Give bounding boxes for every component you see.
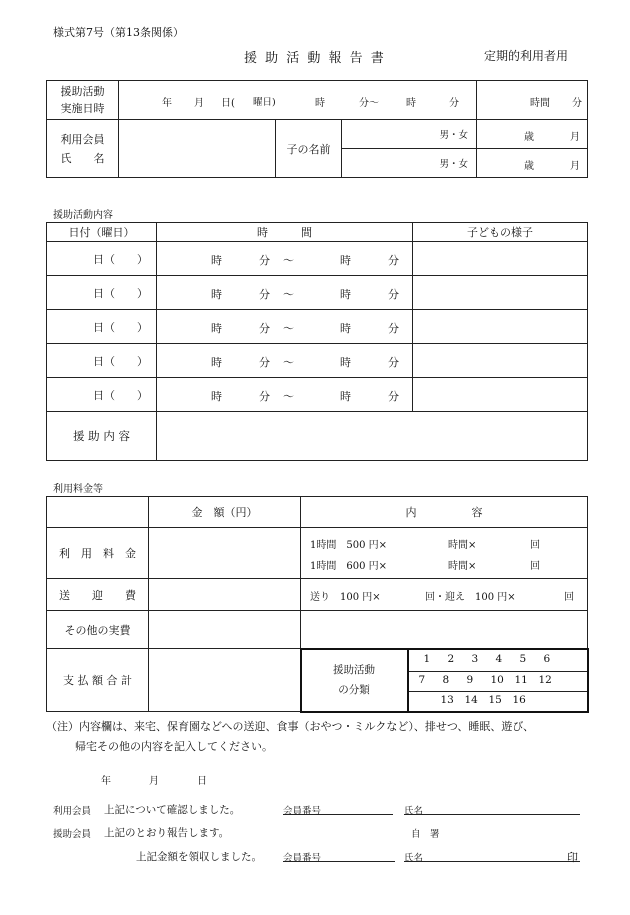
activity-section-title: 援助活動内容: [53, 210, 113, 221]
col-content-header: 内 容: [301, 497, 588, 528]
fee-amount-field[interactable]: [149, 528, 301, 579]
col-time-header: 時 間: [157, 223, 413, 242]
top-info-table: [46, 80, 588, 178]
child-age-field-2[interactable]: 歳 月: [477, 149, 588, 178]
other-label: その他の実費: [47, 611, 149, 649]
row-child[interactable]: [413, 276, 588, 310]
name-line-2[interactable]: [404, 861, 580, 862]
row-child[interactable]: [413, 344, 588, 378]
content-field[interactable]: [157, 412, 588, 461]
received-text: 上記金額を領収しました。: [136, 851, 262, 863]
category-number[interactable]: 7: [418, 674, 426, 686]
category-number[interactable]: 4: [495, 653, 503, 665]
activity-row: [47, 310, 588, 344]
row-child[interactable]: [413, 378, 588, 412]
activity-row: [47, 242, 588, 276]
row-child[interactable]: [413, 310, 588, 344]
other-content-field[interactable]: [301, 611, 588, 649]
category-number[interactable]: 5: [519, 653, 527, 665]
category-number[interactable]: 3: [471, 653, 479, 665]
row-date[interactable]: 日（ ）: [47, 276, 157, 310]
datetime-field[interactable]: 年 月 日( 曜日) 時 分〜 時 分: [119, 81, 477, 120]
category-number[interactable]: 13: [440, 694, 454, 706]
child-sex-field-2[interactable]: 男・女: [342, 149, 477, 178]
row-time[interactable]: 時 分 〜 時 分: [157, 276, 413, 310]
category-numbers: [408, 649, 588, 712]
member-number-line[interactable]: [283, 814, 393, 815]
category-number[interactable]: 11: [514, 674, 528, 686]
note-line-2: 帰宅その他の内容を記入してください。: [75, 740, 273, 753]
category-number[interactable]: 1: [423, 653, 431, 665]
category-number[interactable]: 8: [442, 674, 450, 686]
child-age-field-1[interactable]: 歳 月: [477, 120, 588, 149]
category-number[interactable]: 9: [466, 674, 474, 686]
member-number-label: 会員番号: [283, 806, 322, 817]
page-subtitle: 定期的利用者用: [484, 49, 569, 63]
row-child[interactable]: [413, 242, 588, 276]
category-number[interactable]: 12: [538, 674, 552, 686]
name-line[interactable]: [404, 814, 580, 815]
child-sex-field-1[interactable]: 男・女: [342, 120, 477, 149]
col-child-header: 子どもの様子: [413, 223, 588, 242]
category-number[interactable]: 15: [488, 694, 502, 706]
category-number[interactable]: 16: [512, 694, 526, 706]
name-label-2: 氏名: [404, 853, 424, 864]
category-divider: [409, 691, 587, 692]
footer-day[interactable]: 日: [197, 776, 207, 787]
activity-row: [47, 344, 588, 378]
total-amount-field[interactable]: [149, 649, 301, 712]
duration-field[interactable]: 時間 分: [477, 81, 588, 120]
col-date-header: 日付（曜日）: [47, 223, 157, 242]
fee-label: 利 用 料 金: [47, 528, 149, 579]
row-time[interactable]: 時 分 〜 時 分: [157, 242, 413, 276]
helper-report-text: 上記のとおり報告します。: [104, 827, 230, 839]
note-line-1: （注）内容欄は、来宅、保育園などへの送迎、食事（おやつ・ミルクなど）、排せつ、睡眠、遊び、: [46, 720, 534, 733]
category-number[interactable]: 2: [447, 653, 455, 665]
activity-row: [47, 378, 588, 412]
row-date[interactable]: 日（ ）: [47, 378, 157, 412]
activity-row: [47, 276, 588, 310]
child-name-label: 子の名前: [276, 120, 342, 178]
total-label: 支 払 額 合 計: [47, 649, 149, 712]
category-number[interactable]: 14: [464, 694, 478, 706]
user-member-label: 利用会員: [53, 806, 92, 817]
category-number[interactable]: 6: [543, 653, 551, 665]
activity-table: [46, 222, 588, 461]
fees-header-blank: [47, 497, 149, 528]
category-divider: [409, 671, 587, 672]
transport-content[interactable]: 送り 100 円× 回・迎え 100 円× 回: [301, 579, 588, 611]
page-title: 援 助 活 動 報 告 書: [244, 51, 386, 66]
category-label: 援助活動 の分類: [301, 649, 408, 712]
fees-section-title: 利用料金等: [53, 484, 103, 495]
content-label: 援 助 内 容: [47, 412, 157, 461]
row-date[interactable]: 日（ ）: [47, 242, 157, 276]
fee-content[interactable]: 1時間 500 円× 時間× 回 1時間 600 円× 時間× 回: [301, 528, 588, 579]
helper-member-label: 援助会員: [53, 829, 92, 840]
member-name-label: 利用会員 氏 名: [47, 120, 119, 178]
transport-label: 送 迎 費: [47, 579, 149, 611]
other-amount-field[interactable]: [149, 611, 301, 649]
form-number: 様式第7号（第13条関係）: [53, 26, 184, 39]
row-time[interactable]: 時 分 〜 時 分: [157, 344, 413, 378]
user-confirm-text: 上記について確認しました。: [104, 804, 241, 816]
fees-table: [46, 496, 589, 713]
col-amount-header: 金 額（円）: [149, 497, 301, 528]
member-name-field[interactable]: [119, 120, 276, 178]
member-number-line-2[interactable]: [283, 861, 395, 862]
category-number[interactable]: 10: [490, 674, 504, 686]
transport-amount-field[interactable]: [149, 579, 301, 611]
signature-label: 自 署: [411, 829, 440, 840]
member-number-label-2: 会員番号: [283, 853, 322, 864]
date-label: 援助活動 実施日時: [47, 81, 119, 120]
footer-month[interactable]: 月: [149, 776, 159, 787]
footer-year[interactable]: 年: [101, 776, 111, 787]
row-time[interactable]: 時 分 〜 時 分: [157, 378, 413, 412]
name-label: 氏名: [404, 806, 424, 817]
seal-mark: 印: [567, 851, 578, 864]
row-date[interactable]: 日（ ）: [47, 310, 157, 344]
row-time[interactable]: 時 分 〜 時 分: [157, 310, 413, 344]
row-date[interactable]: 日（ ）: [47, 344, 157, 378]
